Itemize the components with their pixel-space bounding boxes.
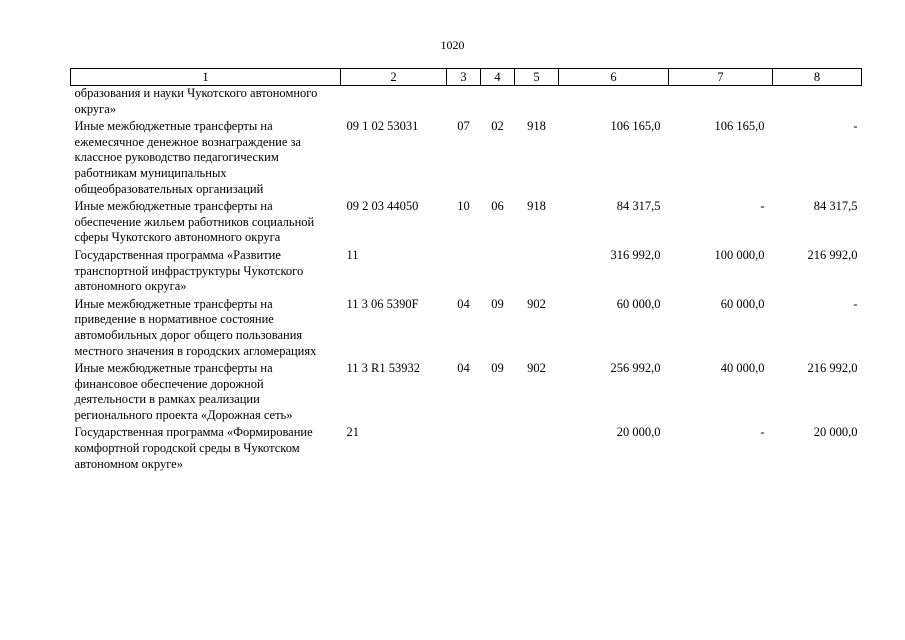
table-row <box>71 199 862 248</box>
row-fed-cell: - <box>760 425 765 440</box>
row-rz-cell: 04 <box>457 361 470 376</box>
row-total-cell: 256 992,0 <box>610 361 661 376</box>
row-grbs-cell: 918 <box>527 119 546 134</box>
row-pr-cell <box>481 248 515 297</box>
row-fed-cell: - <box>760 199 765 214</box>
row-code-cell: 11 <box>346 247 359 262</box>
row-grbs-cell <box>515 248 559 297</box>
header-cell: 1 <box>71 69 341 86</box>
row-pr-cell: 09 <box>491 296 504 311</box>
row-total-cell: 84 317,5 <box>616 199 661 214</box>
row-grbs-cell: 902 <box>527 296 546 311</box>
row-pr-cell: 06 <box>491 199 504 214</box>
header-cell: 4 <box>481 69 515 86</box>
row-code-cell: 09 1 02 53031 <box>346 119 419 134</box>
row-pr-cell <box>481 86 515 120</box>
header-cell: 2 <box>341 69 447 86</box>
row-reg-cell: - <box>853 296 858 311</box>
row-pr-cell <box>481 425 515 474</box>
row-grbs-cell: 902 <box>527 361 546 376</box>
row-fed-cell <box>669 86 773 120</box>
row-name-cell: Иные межбюджетные трансферты на финансовое обеспечение дорожной деятельности в рамках реализации регионального проекта «Дорожная сеть» <box>74 361 293 422</box>
header-cell: 3 <box>447 69 481 86</box>
table-header <box>71 69 862 86</box>
row-grbs-cell: 918 <box>527 199 546 214</box>
row-total-cell: 106 165,0 <box>610 119 661 134</box>
row-rz-cell: 04 <box>457 296 470 311</box>
header-row <box>71 69 862 86</box>
row-code-cell: 11 3 06 5390F <box>346 296 419 311</box>
table-row <box>71 119 862 199</box>
table-row <box>71 425 862 474</box>
header-cell: 6 <box>559 69 669 86</box>
row-rz-cell <box>447 425 481 474</box>
row-reg-cell: - <box>853 119 858 134</box>
table-row <box>71 86 862 120</box>
row-total-cell: 60 000,0 <box>616 296 661 311</box>
page-number: 1020 <box>440 38 465 52</box>
row-grbs-cell <box>515 425 559 474</box>
row-fed-cell: 40 000,0 <box>720 361 765 376</box>
row-code-cell: 21 <box>346 425 359 440</box>
row-fed-cell: 106 165,0 <box>714 119 765 134</box>
row-pr-cell: 02 <box>491 119 504 134</box>
row-code-cell: 09 2 03 44050 <box>346 199 419 214</box>
row-rz-cell: 10 <box>457 199 470 214</box>
row-pr-cell: 09 <box>491 361 504 376</box>
row-name-cell: образования и науки Чукотского автономного округа» <box>74 86 318 116</box>
row-total-cell: 20 000,0 <box>616 425 661 440</box>
row-code-cell <box>341 86 447 120</box>
table-row <box>71 248 862 297</box>
header-cell: 5 <box>515 69 559 86</box>
row-reg-cell: 216 992,0 <box>807 361 858 376</box>
table-row <box>71 361 862 425</box>
row-rz-cell <box>447 248 481 297</box>
row-name-cell: Иные межбюджетные трансферты на приведение в нормативное состояние автомобильных дорог общего пользования местного значения в городских агломерациях <box>74 296 317 358</box>
row-fed-cell: 60 000,0 <box>720 296 765 311</box>
row-total-cell: 316 992,0 <box>610 247 661 262</box>
row-name-cell: Иные межбюджетные трансферты на ежемесячное денежное вознаграждение за классное руководство педагогическим работникам муниципальных общеобразовательных организаций <box>74 119 301 196</box>
row-name-cell: Государственная программа «Формирование комфортной городской среды в Чукотском автономном округе» <box>74 425 313 471</box>
row-code-cell: 11 3 R1 53932 <box>346 361 420 376</box>
table-row <box>71 297 862 361</box>
row-grbs-cell <box>515 86 559 120</box>
row-name-cell: Государственная программа «Развитие транспортной инфраструктуры Чукотского автономного округа» <box>74 247 304 294</box>
header-cell: 7 <box>669 69 773 86</box>
row-reg-cell: 216 992,0 <box>807 247 858 262</box>
budget-table <box>70 68 862 474</box>
row-total-cell <box>559 86 669 120</box>
row-rz-cell <box>447 86 481 120</box>
row-name-cell: Иные межбюджетные трансферты на обеспечение жильем работников социальной сферы Чукотского автономного округа <box>74 199 315 245</box>
row-reg-cell: 84 317,5 <box>813 199 858 214</box>
table-body <box>71 86 862 475</box>
header-cell: 8 <box>773 69 862 86</box>
row-reg-cell <box>773 86 862 120</box>
row-rz-cell: 07 <box>457 119 470 134</box>
row-reg-cell: 20 000,0 <box>813 425 858 440</box>
row-fed-cell: 100 000,0 <box>714 247 765 262</box>
